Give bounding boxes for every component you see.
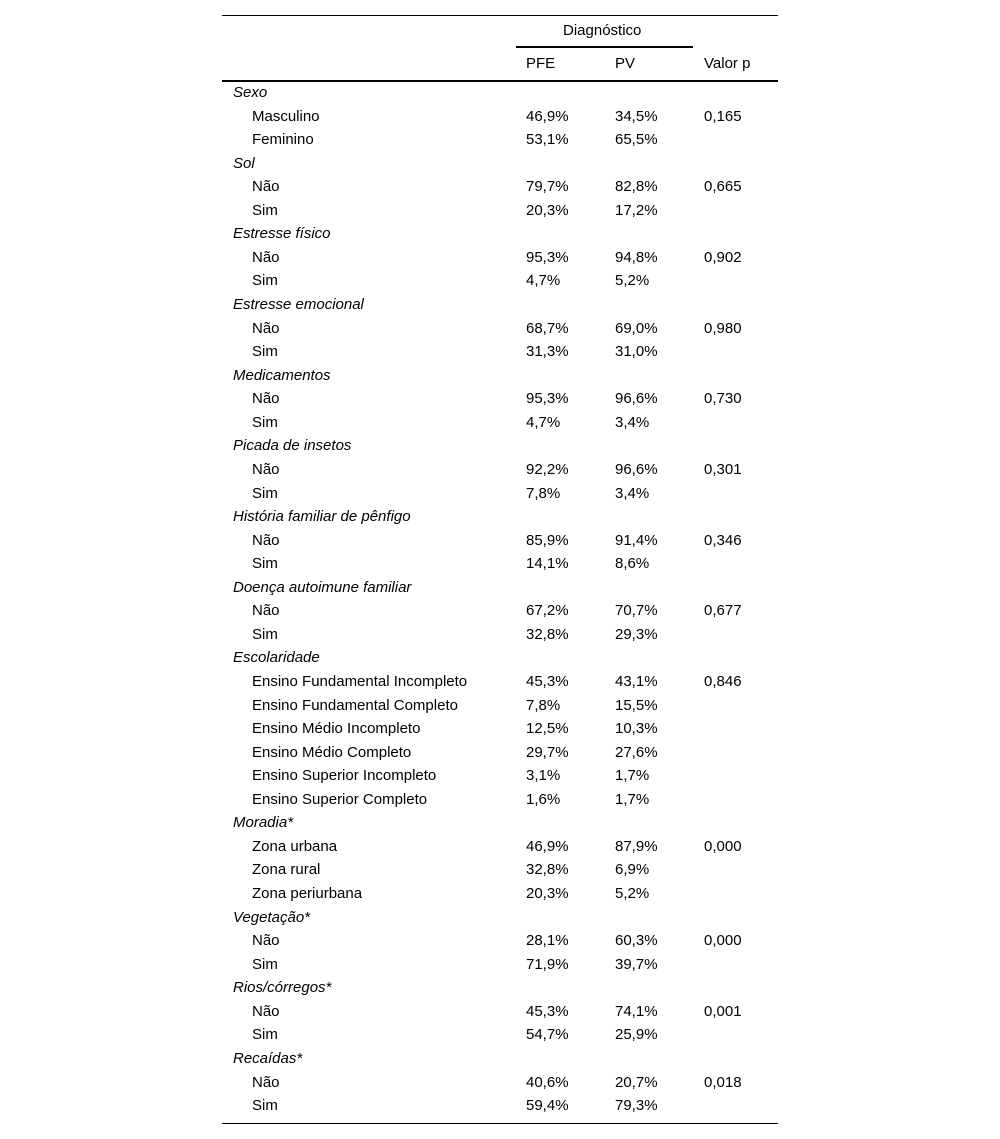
row-label: Sim [252, 1026, 278, 1044]
pfe-value: 7,8% [526, 696, 561, 714]
row-label: Sim [252, 201, 278, 219]
pv-value: 65,5% [615, 131, 658, 149]
p-value: 0,301 [704, 460, 742, 478]
p-value: 0,846 [704, 673, 742, 690]
row-label: Não [252, 932, 280, 950]
bottom-rule [222, 1123, 778, 1124]
row-label: Sim [252, 555, 278, 573]
pv-value: 70,7% [615, 602, 658, 620]
pv-value: 69,0% [615, 319, 658, 337]
pfe-value: 79,7% [526, 178, 569, 196]
row-label: Não [252, 460, 280, 478]
pfe-value: 7,8% [526, 484, 561, 502]
group-row [222, 225, 778, 248]
table-row [222, 697, 778, 720]
pv-value: 31,0% [615, 343, 658, 361]
table-row [222, 626, 778, 649]
p-value: 0,730 [704, 390, 742, 408]
pfe-value: 59,4% [526, 1097, 569, 1115]
group-title: Medicamentos [233, 366, 331, 384]
pv-value: 94,8% [615, 248, 658, 266]
pfe-value: 1,6% [526, 790, 561, 808]
row-label: Sim [252, 484, 278, 502]
row-label: Sim [252, 625, 278, 643]
table-row [222, 202, 778, 225]
group-title: Estresse físico [233, 225, 331, 243]
group-title: Moradia* [233, 814, 294, 832]
row-label: Ensino Fundamental Incompleto [252, 673, 468, 690]
p-value: 0,665 [704, 178, 742, 196]
row-label: Zona periurbana [252, 885, 363, 903]
row-label: Ensino Fundamental Completo [252, 696, 458, 714]
pfe-value: 4,7% [526, 272, 561, 290]
group-row [222, 909, 778, 932]
pv-value: 74,1% [615, 1002, 658, 1020]
header-valor-p: Valor p [704, 55, 751, 72]
pfe-value: 3,1% [526, 767, 561, 785]
pfe-value: 29,7% [526, 743, 569, 761]
group-row [222, 579, 778, 602]
pfe-value: 95,3% [526, 248, 569, 266]
pv-value: 1,7% [615, 790, 650, 808]
pv-value: 34,5% [615, 107, 658, 125]
row-label: Não [252, 390, 280, 408]
group-row [222, 84, 778, 107]
pv-value: 10,3% [615, 720, 658, 738]
row-label: Ensino Superior Incompleto [252, 767, 437, 785]
pv-value: 79,3% [615, 1097, 658, 1115]
table-row [222, 461, 778, 484]
p-value: 0,980 [704, 319, 742, 337]
table-row [222, 485, 778, 508]
row-label: Sim [252, 1097, 278, 1115]
pv-value: 5,2% [615, 272, 650, 290]
pfe-value: 67,2% [526, 602, 569, 620]
table-row [222, 320, 778, 343]
pfe-value: 45,3% [526, 1002, 569, 1020]
pfe-value: 20,3% [526, 885, 569, 903]
table-row [222, 249, 778, 272]
table-row [222, 838, 778, 861]
pv-value: 20,7% [615, 1073, 658, 1091]
pfe-value: 45,3% [526, 673, 569, 690]
table-row [222, 791, 778, 814]
row-label: Ensino Médio Completo [252, 743, 412, 761]
table-row [222, 555, 778, 578]
pfe-value: 31,3% [526, 343, 569, 361]
pfe-value: 28,1% [526, 932, 569, 950]
pfe-value: 46,9% [526, 107, 569, 125]
pv-value: 8,6% [615, 555, 650, 573]
p-value: 0,165 [704, 107, 742, 125]
group-title: Vegetação* [233, 908, 311, 926]
table-row [222, 720, 778, 743]
row-label: Zona rural [252, 861, 321, 879]
pfe-value: 32,8% [526, 861, 569, 879]
table-row [222, 532, 778, 555]
pfe-value: 20,3% [526, 201, 569, 219]
row-label: Zona urbana [252, 837, 338, 855]
row-label: Não [252, 531, 280, 549]
row-label: Não [252, 319, 280, 337]
group-row [222, 296, 778, 319]
pv-value: 96,6% [615, 460, 658, 478]
table-row [222, 178, 778, 201]
row-label: Feminino [252, 131, 314, 149]
diagnostico-header: Diagnóstico [563, 22, 642, 39]
row-label: Não [252, 1073, 280, 1091]
pv-value: 5,2% [615, 885, 650, 903]
group-row [222, 979, 778, 1002]
pfe-value: 54,7% [526, 1026, 569, 1044]
table-row [222, 744, 778, 767]
row-label: Não [252, 602, 280, 620]
table-row [222, 1074, 778, 1097]
pv-value: 1,7% [615, 767, 650, 785]
pv-value: 3,4% [615, 413, 650, 431]
group-title: Recaídas* [233, 1049, 303, 1067]
table-row [222, 343, 778, 366]
header-rule [222, 80, 778, 82]
table-row [222, 932, 778, 955]
pfe-value: 95,3% [526, 390, 569, 408]
top-rule [222, 15, 778, 16]
row-label: Ensino Superior Completo [252, 790, 428, 808]
pfe-value: 12,5% [526, 720, 569, 738]
row-label: Masculino [252, 107, 320, 125]
table-row [222, 1003, 778, 1026]
pv-value: 3,4% [615, 484, 650, 502]
pv-value: 91,4% [615, 531, 658, 549]
row-label: Não [252, 248, 280, 266]
group-row [222, 1050, 778, 1073]
pfe-value: 92,2% [526, 460, 569, 478]
pv-value: 96,6% [615, 390, 658, 408]
pv-value: 43,1% [615, 673, 658, 690]
group-row [222, 649, 778, 672]
row-label: Sim [252, 413, 278, 431]
diagnostico-underline [516, 46, 693, 48]
row-label: Não [252, 1002, 280, 1020]
group-title: Sol [233, 154, 255, 172]
pv-value: 6,9% [615, 861, 650, 879]
pfe-value: 46,9% [526, 837, 569, 855]
pfe-value: 68,7% [526, 319, 569, 337]
row-label: Sim [252, 343, 278, 361]
table-row [222, 1026, 778, 1049]
pv-value: 87,9% [615, 837, 658, 855]
pfe-value: 4,7% [526, 413, 561, 431]
table-row [222, 861, 778, 884]
pv-value: 39,7% [615, 955, 658, 973]
pv-value: 17,2% [615, 201, 658, 219]
group-title: Escolaridade [233, 649, 320, 667]
table-row [222, 602, 778, 625]
pv-value: 15,5% [615, 696, 658, 714]
pfe-value: 85,9% [526, 531, 569, 549]
group-title: Picada de insetos [233, 437, 352, 455]
pv-value: 29,3% [615, 625, 658, 643]
pfe-value: 14,1% [526, 555, 569, 573]
group-row [222, 367, 778, 390]
group-row [222, 155, 778, 178]
table-row [222, 272, 778, 295]
pv-value: 60,3% [615, 932, 658, 950]
group-title: Estresse emocional [233, 296, 364, 314]
group-title: Rios/córregos* [233, 979, 332, 997]
table-row [222, 108, 778, 131]
group-row [222, 508, 778, 531]
group-row [222, 814, 778, 837]
row-label: Sim [252, 272, 278, 290]
table-row [222, 885, 778, 908]
table-row [222, 390, 778, 413]
p-value: 0,000 [704, 932, 742, 950]
table-row [222, 414, 778, 437]
p-value: 0,902 [704, 248, 742, 266]
table-row [222, 956, 778, 979]
p-value: 0,677 [704, 602, 742, 620]
table-row [222, 673, 778, 696]
pfe-value: 71,9% [526, 955, 569, 973]
header-pfe: PFE [526, 55, 556, 72]
group-row [222, 437, 778, 460]
pv-value: 27,6% [615, 743, 658, 761]
pfe-value: 40,6% [526, 1073, 569, 1091]
row-label: Sim [252, 955, 278, 973]
group-title: História familiar de pênfigo [233, 508, 411, 526]
table-row [222, 131, 778, 154]
pv-value: 25,9% [615, 1026, 658, 1044]
group-title: Sexo [233, 84, 268, 101]
row-label: Não [252, 178, 280, 196]
table-row [222, 767, 778, 790]
p-value: 0,000 [704, 837, 742, 855]
p-value: 0,001 [704, 1002, 742, 1020]
p-value: 0,346 [704, 531, 742, 549]
group-title: Doença autoimune familiar [233, 578, 412, 596]
row-label: Ensino Médio Incompleto [252, 720, 421, 738]
pfe-value: 53,1% [526, 131, 569, 149]
header-pv: PV [615, 55, 636, 72]
pv-value: 82,8% [615, 178, 658, 196]
pfe-value: 32,8% [526, 625, 569, 643]
table-row [222, 1097, 778, 1120]
p-value: 0,018 [704, 1073, 742, 1091]
